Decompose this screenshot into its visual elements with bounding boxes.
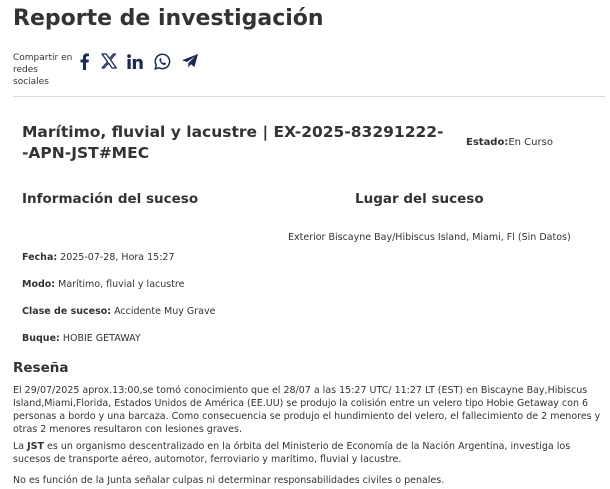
modo-field xyxy=(22,279,184,290)
share-label-line1: Compartir en xyxy=(13,53,73,63)
resena-heading: Reseña xyxy=(13,360,69,376)
buque-label: Buque: xyxy=(22,333,60,344)
status-label: Estado: xyxy=(466,137,509,148)
linkedin-icon[interactable] xyxy=(125,52,145,70)
header-divider xyxy=(13,96,605,97)
resena-paragraph-2 xyxy=(13,440,607,466)
status xyxy=(466,137,553,148)
info-heading: Información del suceso xyxy=(22,191,199,207)
p2-rest: es un organismo descentralizado en la órbita del Ministerio de Economía de la Nación Argentina, investiga los sucesos de transporte aéreo, automotor, ferroviario y marítimo, fluvial y lacustre. xyxy=(13,441,571,465)
clase-field xyxy=(22,306,215,317)
page-title: Reporte de investigación xyxy=(13,6,324,31)
fecha-value: 2025-07-28, Hora 15:27 xyxy=(57,252,175,263)
fecha-label: Fecha: xyxy=(22,252,58,263)
share-label-line2: redes sociales xyxy=(13,65,49,87)
clase-label: Clase de suceso: xyxy=(22,306,112,317)
telegram-icon[interactable] xyxy=(180,52,200,70)
buque-value: HOBIE GETAWAY xyxy=(59,333,141,344)
share-label xyxy=(13,52,73,88)
facebook-icon[interactable] xyxy=(74,52,94,70)
modo-value: Marítimo, fluvial y lacustre xyxy=(55,279,185,290)
lugar-value: Exterior Biscayne Bay/Hibiscus Island, Miami, Fl (Sin Datos) xyxy=(288,232,571,243)
p2-jst: JST xyxy=(27,441,44,452)
buque-field xyxy=(22,333,141,344)
case-title: Marítimo, fluvial y lacustre | EX-2025-83291222- -APN-JST#MEC xyxy=(22,123,444,162)
p2-prefix: La xyxy=(13,441,28,452)
status-value: En Curso xyxy=(508,137,553,148)
x-icon[interactable] xyxy=(99,52,119,70)
fecha-field xyxy=(22,252,175,263)
lugar-heading: Lugar del suceso xyxy=(355,191,484,207)
resena-paragraph-1: El 29/07/2025 aprox.13:00,se tomó conocimiento que el 28/07 a las 15:27 UTC/ 11:27 LT (EST) en Biscayne Bay,Hibiscus Island,Miami,Florida, Estados Unidos de América (EE.UU) se produjo la colisión entre un velero tipo Hobie Getaway con 6 personas a bordo y una barcaza. Como consecuencia se produjo el hundimiento del velero, el fallecimiento de 2 menores y otras 2 menores resultaron con lesiones graves. xyxy=(13,385,601,435)
whatsapp-icon[interactable] xyxy=(152,52,172,70)
modo-label: Modo: xyxy=(22,279,56,290)
clase-value: Accidente Muy Grave xyxy=(111,306,216,317)
resena-paragraph-3: No es función de la Junta señalar culpas ni determinar responsabilidades civiles o penales. xyxy=(13,475,445,486)
